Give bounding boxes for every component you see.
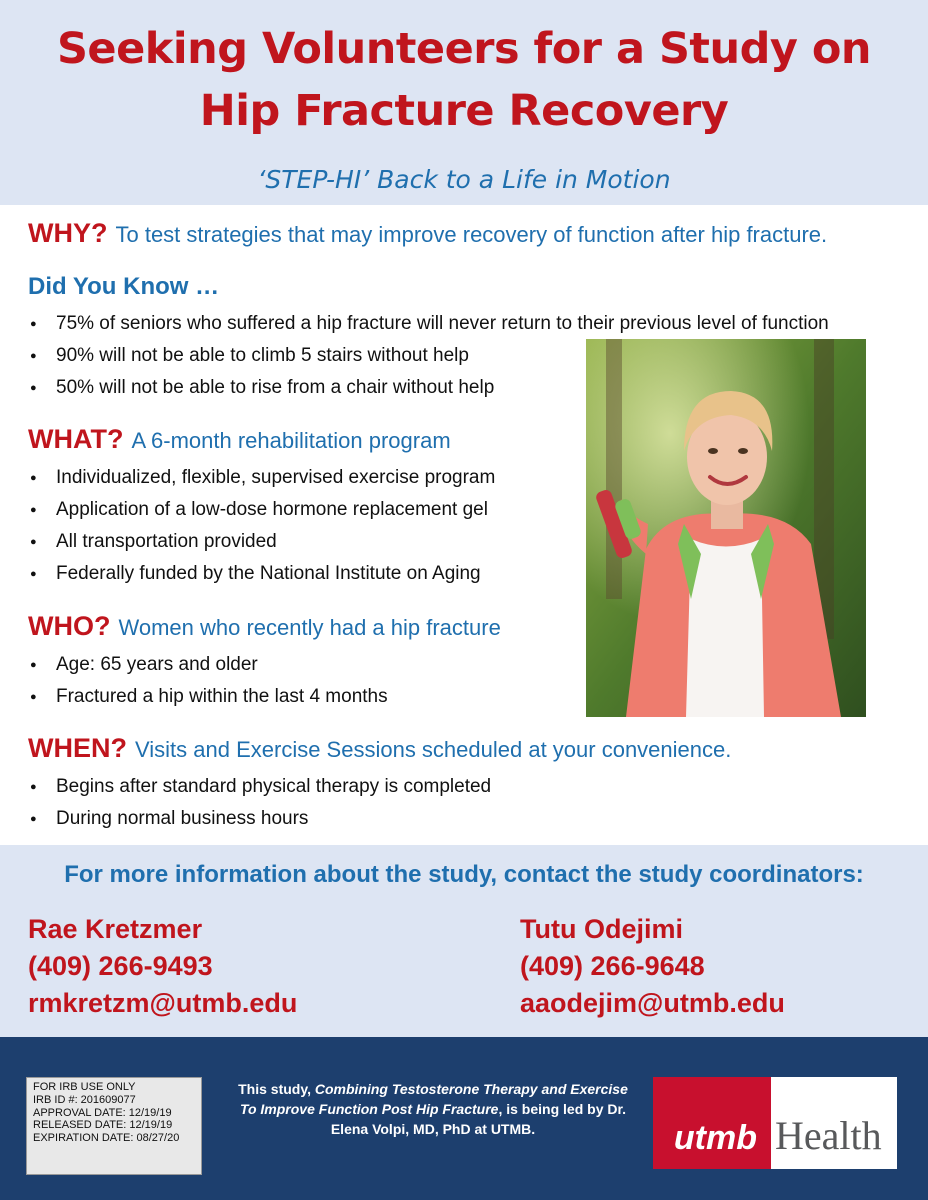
contact-heading: For more information about the study, contact the study coordinators: (64, 861, 864, 888)
who-text: Women who recently had a hip fracture (118, 615, 501, 640)
utmb-health-logo (653, 1077, 897, 1169)
coordinator-email[interactable]: aaodejim@utmb.edu (520, 988, 785, 1018)
list-item: ● 50% will not be able to rise from a chair without help (26, 372, 829, 404)
logo-brand: utmb (673, 1119, 757, 1157)
when-label: WHEN? (28, 733, 127, 763)
when-list (26, 771, 491, 835)
list-item: ● 90% will not be able to climb 5 stairs without help (26, 340, 829, 372)
header-banner (0, 0, 928, 205)
contact-panel (0, 845, 928, 1037)
when-text: Visits and Exercise Sessions scheduled at your convenience. (134, 737, 732, 762)
list-item: ● Individualized, flexible, supervised exercise program (26, 462, 495, 494)
why-section (28, 218, 827, 249)
irb-line: EXPIRATION DATE: 08/27/20 (33, 1132, 180, 1145)
list-item: ● All transportation provided (26, 526, 495, 558)
title-line-1: Seeking Volunteers for a Study on (56, 24, 872, 74)
what-text: A 6-month rehabilitation program (131, 428, 451, 453)
coordinator-phone: (409) 266-9493 (28, 951, 213, 981)
list-item: ● Fractured a hip within the last 4 months (26, 681, 388, 713)
list-item: ● During normal business hours (26, 803, 491, 835)
coordinator-name: Tutu Odejimi (520, 914, 683, 944)
irb-line: RELEASED DATE: 12/19/19 (33, 1119, 173, 1132)
irb-box (26, 1077, 202, 1175)
who-label: WHO? (28, 611, 111, 641)
list-item: ● Federally funded by the National Institute on Aging (26, 558, 495, 590)
study-note: This study, Combining Testosterone Therapy and Exercise To Improve Function Post Hip Fracture, is being led by Dr. Elena Volpi, MD, PhD at UTMB. (238, 1081, 628, 1137)
list-item: ● Begins after standard physical therapy is completed (26, 771, 491, 803)
coordinator-phone: (409) 266-9648 (520, 951, 705, 981)
logo-word: Health (775, 1113, 882, 1158)
when-section (28, 733, 731, 764)
coordinator-name: Rae Kretzmer (28, 914, 203, 944)
coordinator-1 (28, 911, 297, 1022)
irb-line: APPROVAL DATE: 12/19/19 (33, 1106, 172, 1119)
photo-older-woman-with-dumbbell (586, 339, 866, 717)
page-title (0, 18, 928, 142)
footer-bar (0, 1037, 928, 1200)
title-line-2: Hip Fracture Recovery (199, 86, 729, 136)
coordinator-2 (520, 911, 785, 1022)
list-item: ● 75% of seniors who suffered a hip fracture will never return to their previous level of function (26, 308, 829, 340)
who-section (28, 611, 501, 642)
did-you-know-heading: Did You Know … (28, 273, 220, 300)
list-item: ● Age: 65 years and older (26, 649, 388, 681)
list-item: ● Application of a low-dose hormone replacement gel (26, 494, 495, 526)
irb-line: FOR IRB USE ONLY (33, 1081, 136, 1093)
irb-line: IRB ID #: 201609077 (33, 1093, 136, 1106)
what-list (26, 462, 495, 590)
study-title: Combining Testosterone Therapy and Exercise To Improve Function Post Hip Fracture (239, 1081, 628, 1117)
coordinator-email[interactable]: rmkretzm@utmb.edu (28, 988, 298, 1018)
what-section (28, 424, 451, 455)
subtitle: ‘STEP-HI’ Back to a Life in Motion (257, 165, 671, 194)
who-list (26, 649, 388, 713)
why-text: To test strategies that may improve recovery of function after hip fracture. (115, 222, 828, 247)
why-label: WHY? (28, 218, 108, 248)
what-label: WHAT? (28, 424, 124, 454)
